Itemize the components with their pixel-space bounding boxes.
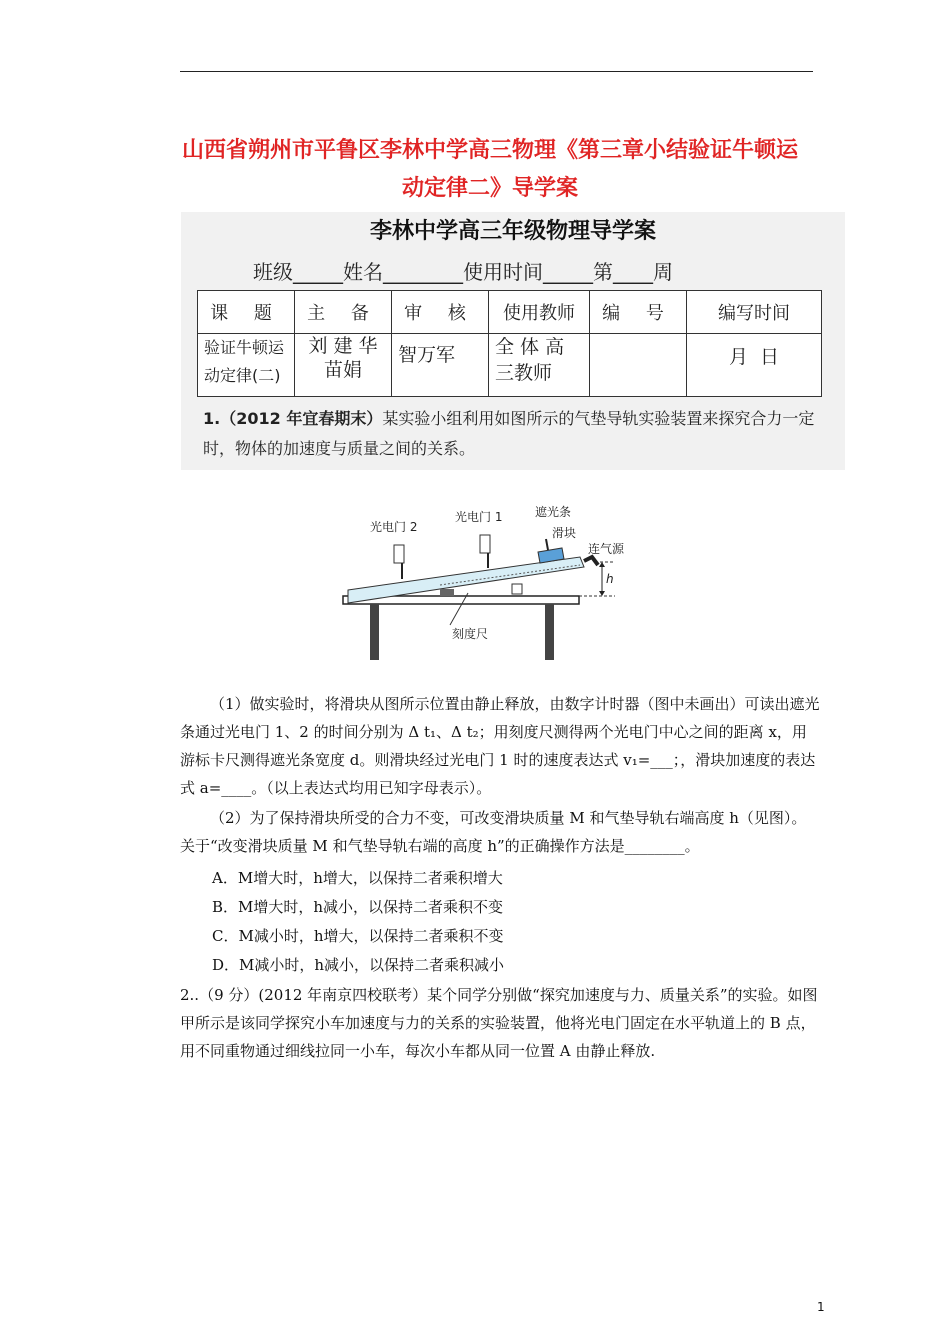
meta-table [197, 290, 822, 397]
option-a: A．M增大时，h增大，以保持二者乘积增大 [212, 869, 503, 887]
question1-part2: （2）为了保持滑块所受的合力不变，可改变滑块质量 M 和气垫导轨右端高度 h（见图）。关于“改变滑块质量 M 和气垫导轨右端的高度 h”的正确操作方法是________。 [180, 809, 807, 855]
cell-number [590, 334, 687, 397]
table-leg-right [545, 604, 554, 660]
header-cell-reviewer: 审 核 [392, 291, 489, 334]
question1-part1: （1）做实验时，将滑块从图所示位置由静止释放，由数字计时器（图中未画出）可读出遮光条通过光电门 1、2 的时间分别为 Δ t₁、Δ t₂；用刻度尺测得两个光电门中心之间的距离 x，用游标卡尺测得遮光条宽度 d。则滑块经过光电门 1 时的速度表达式 v₁=___；，滑块加速度的表达式 a=____。（以上表达式均用已知字母表示）。 [180, 695, 820, 797]
question1-text: 某实验小组利用如图所示的气垫导轨实验装置来探究合力一定时，物体的加速度与质量之间的关系。 [203, 409, 815, 458]
question2-text: 2..（9 分）(2012 年南京四校联考）某个同学分别做“探究加速度与力、质量关系”的实验。如图甲所示是该同学探究小车加速度与力的关系的实验装置，他将光电门固定在水平轨道上的 B 点，用不同重物通过细线拉同一小车，每次小车都从同一位置 A 由静止释放. [180, 986, 818, 1060]
h-label: h [606, 572, 614, 586]
header-rule [180, 71, 813, 72]
table-leg-left [370, 604, 379, 660]
header-cell-author: 主 备 [295, 291, 392, 334]
label-slider: 滑块 [552, 526, 577, 540]
cell-author: 刘 建 华 苗娟 [295, 334, 392, 397]
meta-table-body-row [198, 334, 822, 397]
cell-topic: 验证牛顿运动定律(二) [198, 334, 295, 397]
h-arrow-head-top [599, 562, 605, 567]
header-cell-date: 编写时间 [687, 291, 822, 334]
option-d: D．M减小时，h减小，以保持二者乘积减小 [212, 956, 505, 974]
header-cell-topic: 课 题 [198, 291, 295, 334]
question1-source: 1.（2012 年宜春期末） [203, 409, 383, 428]
header-cell-teacher: 使用教师 [489, 291, 590, 334]
photogate-1 [480, 535, 490, 553]
label-ruler: 刻度尺 [452, 627, 489, 641]
label-photogate-1: 光电门 1 [455, 510, 503, 524]
cell-reviewer: 智万军 [392, 334, 489, 397]
meta-table-header-row [198, 291, 822, 334]
page-number: 1 [817, 1300, 825, 1314]
track-foot [512, 584, 522, 594]
shading-strip [546, 539, 548, 550]
label-shading-strip: 遮光条 [535, 505, 572, 519]
track-support [440, 589, 454, 596]
question1-intro [203, 404, 833, 464]
guide-subtitle: 李林中学高三年级物理导学案 [369, 219, 656, 244]
header-cell-number: 编 号 [590, 291, 687, 334]
option-c: C．M减小时，h增大，以保持二者乘积不变 [212, 927, 504, 945]
air-track-figure [340, 495, 625, 660]
document-title-line1: 山西省朔州市平鲁区李林中学高三物理《第三章小结验证牛顿运 [181, 138, 798, 163]
document-title-line2: 动定律二》导学案 [401, 176, 578, 201]
label-air-source: 连气源 [588, 542, 625, 556]
h-arrow-head-bottom [599, 591, 605, 596]
cell-teacher: 全 体 高 三教师 [489, 334, 590, 397]
guide-header-image [181, 212, 845, 470]
photogate-2 [394, 545, 404, 563]
air-source-pipe [584, 557, 598, 565]
label-photogate-2: 光电门 2 [370, 520, 418, 534]
option-b: B．M增大时，h减小，以保持二者乘积不变 [212, 898, 504, 916]
class-info-line: 班级_____姓名________使用时间_____第____周 [253, 260, 673, 284]
cell-date: 月 日 [687, 334, 822, 397]
